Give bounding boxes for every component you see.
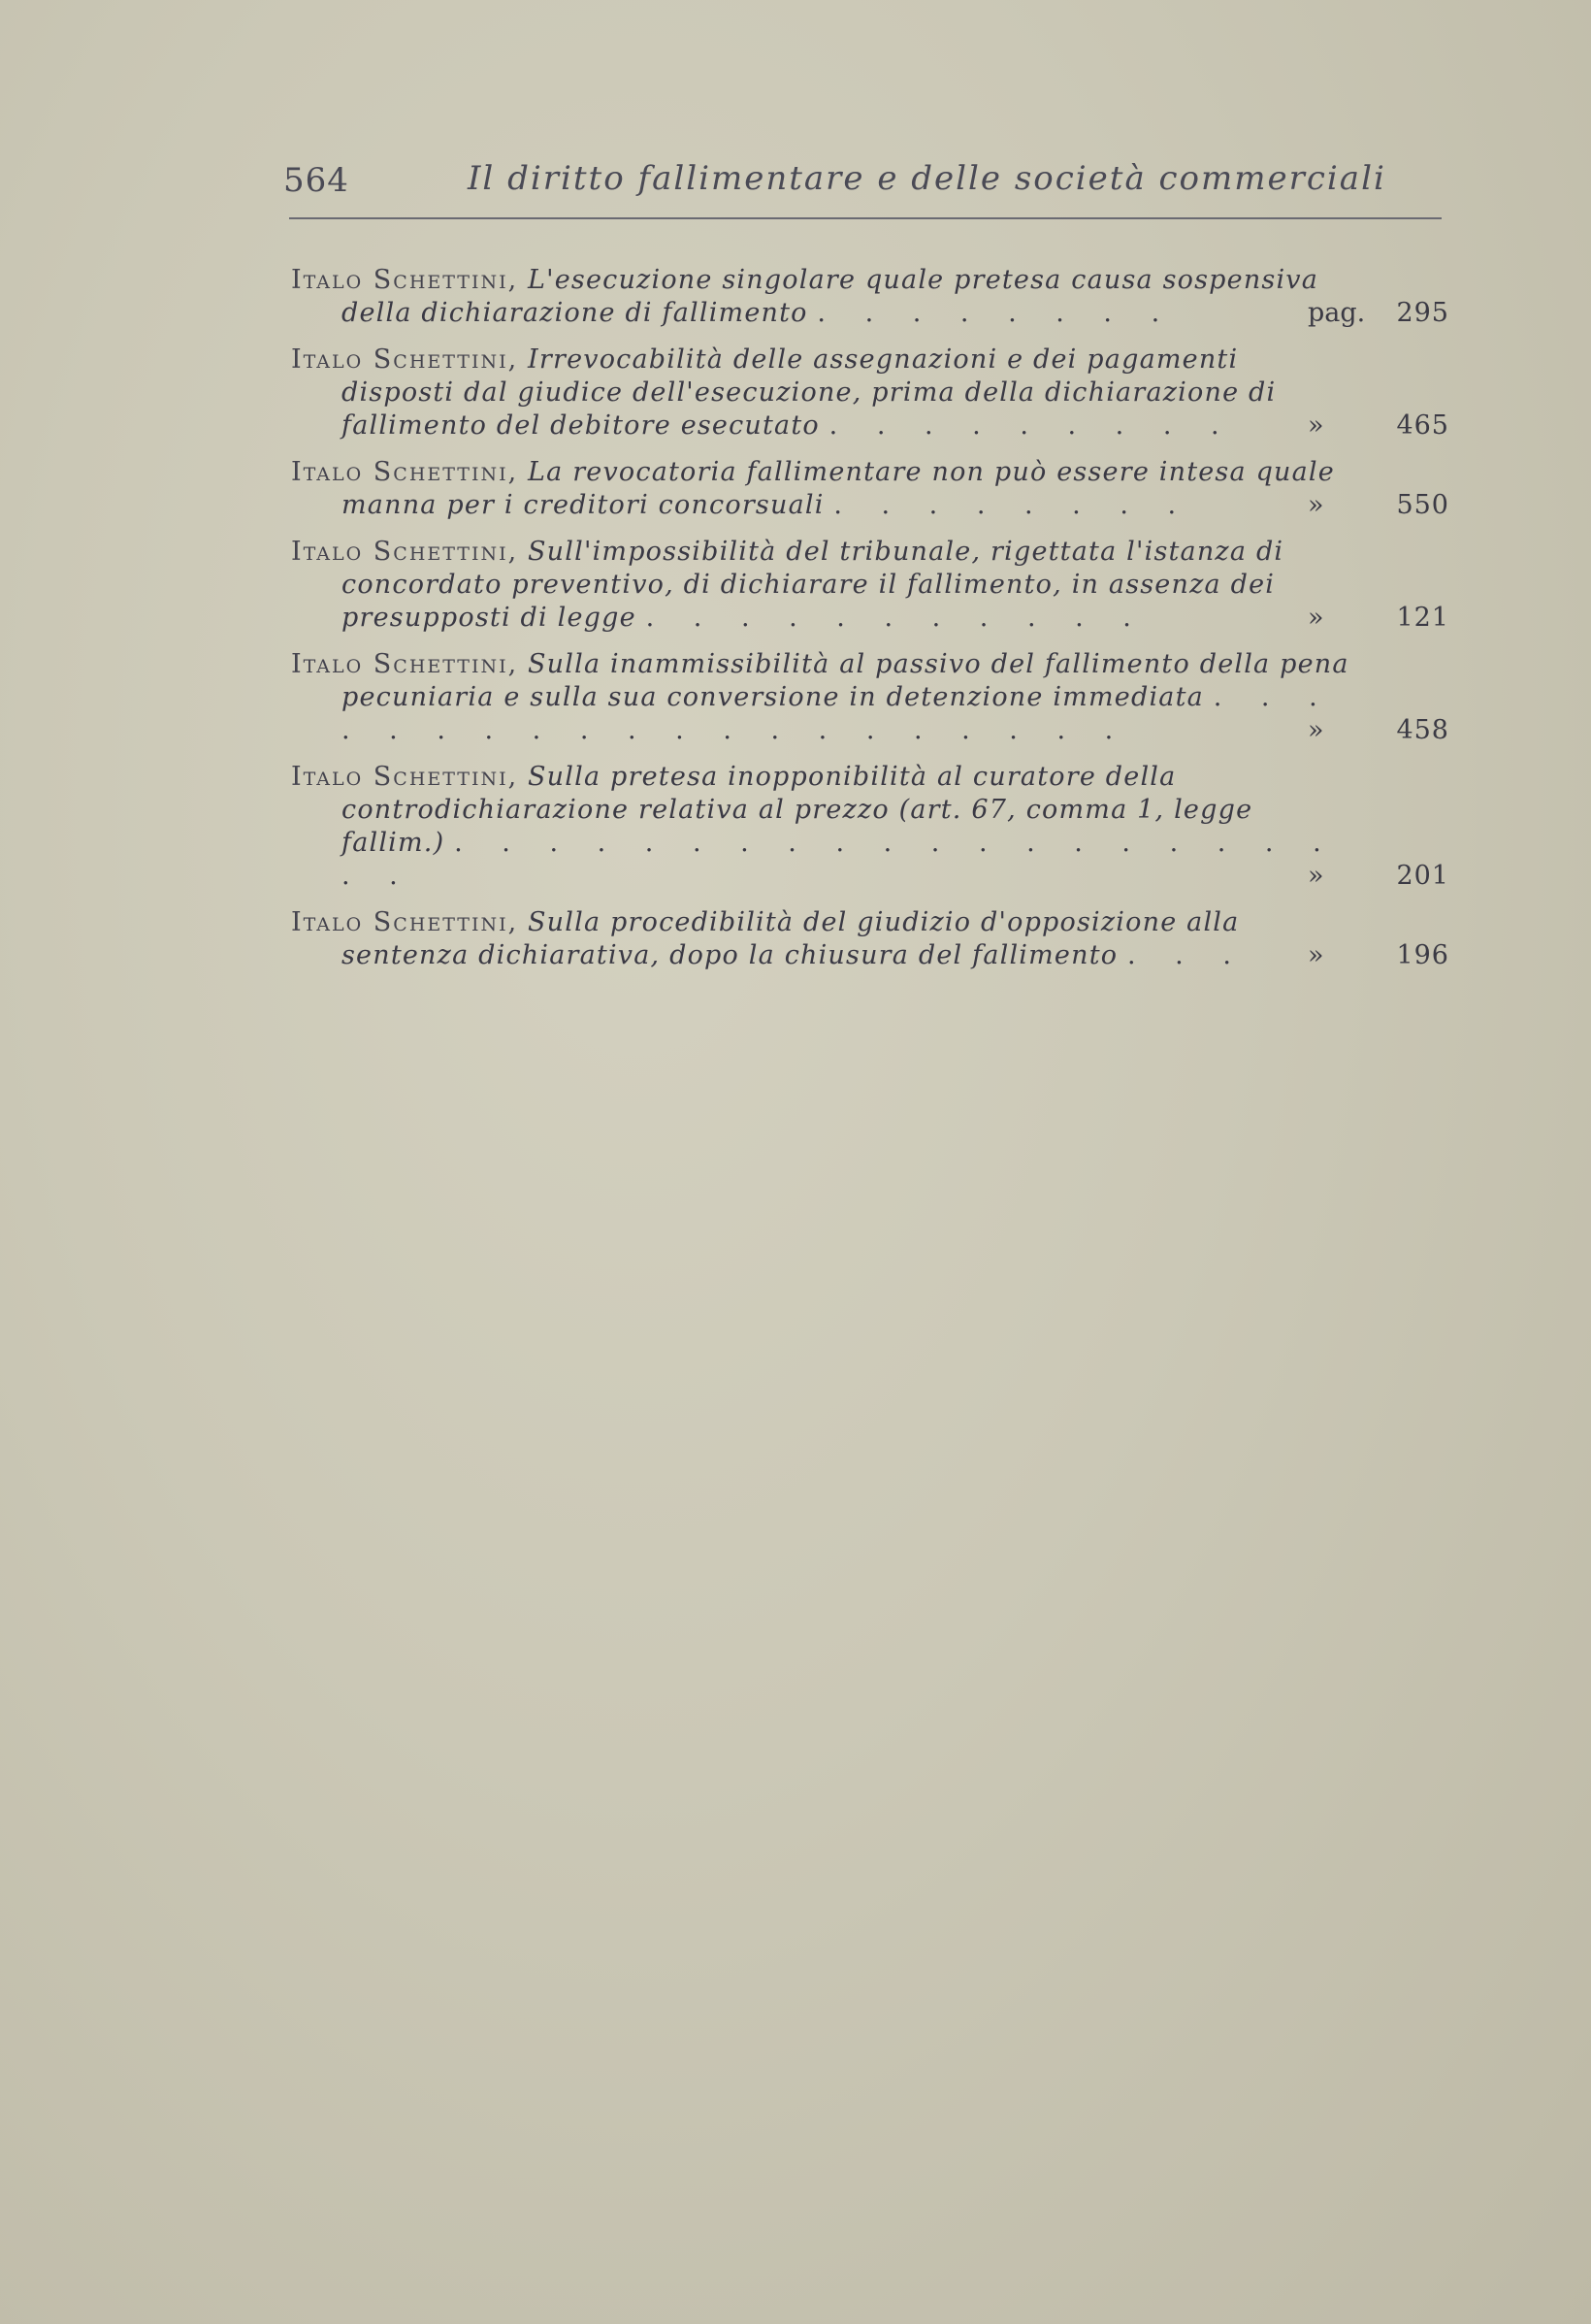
index-entry <box>291 536 1455 635</box>
entry-author: Italo Schettini, <box>291 762 519 792</box>
dot-leaders: . . . . . . . . . . . . . . . . . . . . <box>341 682 1333 745</box>
entry-author: Italo Schettini, <box>291 649 519 679</box>
page-ref-number: 196 <box>1396 940 1449 970</box>
dot-leaders: . . . . . . . . <box>833 490 1192 520</box>
page-reference <box>1300 489 1455 522</box>
entry-title: Sull'impossibilità del tribunale, rigettata l'istanza di concordato preventivo, di dichiarare il fallimento, in assenza dei presupposti di legge <box>341 537 1284 633</box>
header-rule <box>289 217 1442 219</box>
entry-title: L'esecuzione singolare quale pretesa causa sospensiva della dichiarazione di fallimento <box>341 265 1319 328</box>
index-entries <box>291 264 1455 986</box>
entry-title: Sulla pretesa inopponibilità al curatore della controdichiarazione relativa al prezzo (art. 67, comma 1, legge fallim.) <box>341 762 1253 858</box>
entry-author: Italo Schettini, <box>291 907 519 937</box>
page-ref-number: 201 <box>1396 861 1449 891</box>
index-entry <box>291 761 1455 893</box>
running-head <box>283 153 1386 212</box>
page-ref-prefix: » <box>1308 490 1324 520</box>
page-reference <box>1300 297 1455 330</box>
index-entry <box>291 264 1455 330</box>
page-ref-number: 121 <box>1396 603 1449 633</box>
page-ref-prefix: pag. <box>1308 298 1366 328</box>
entry-text <box>291 761 1350 893</box>
page-ref-prefix: » <box>1308 861 1324 891</box>
index-entry <box>291 456 1455 522</box>
entry-title: La revocatoria fallimentare non può essere intesa quale manna per i creditori concorsuali <box>341 457 1335 520</box>
page-ref-number: 465 <box>1396 410 1449 441</box>
index-entry <box>291 648 1455 747</box>
entry-text <box>291 536 1350 635</box>
entry-author: Italo Schettini, <box>291 344 519 375</box>
entry-text <box>291 456 1350 522</box>
page-reference <box>1300 714 1455 747</box>
page-ref-prefix: » <box>1308 603 1324 633</box>
entry-text <box>291 906 1350 972</box>
entry-author: Italo Schettini, <box>291 265 519 295</box>
entry-author: Italo Schettini, <box>291 537 519 567</box>
page-ref-number: 458 <box>1396 715 1449 745</box>
running-title: Il diritto fallimentare e delle società commerciali <box>468 159 1386 198</box>
dot-leaders: . . . <box>1127 940 1247 970</box>
page-ref-number: 550 <box>1396 490 1449 520</box>
page-ref-prefix: » <box>1308 940 1324 970</box>
dot-leaders: . . . . . . . . <box>817 298 1176 328</box>
dot-leaders: . . . . . . . . . . . . . . . . . . . . . <box>341 828 1337 891</box>
entry-author: Italo Schettini, <box>291 457 519 487</box>
index-entry <box>291 906 1455 972</box>
page-ref-prefix: » <box>1308 715 1324 745</box>
page-ref-number: 295 <box>1396 298 1449 328</box>
entry-title: Irrevocabilità delle assegnazioni e dei pagamenti disposti dal giudice dell'esecuzione, prima della dichiarazione di fallimento del debitore esecutato <box>341 344 1277 441</box>
page-number: 564 <box>283 161 349 200</box>
entry-text <box>291 264 1350 330</box>
page-reference <box>1300 409 1455 442</box>
page-reference <box>1300 860 1455 893</box>
entry-text <box>291 648 1350 747</box>
page-reference <box>1300 939 1455 972</box>
entry-title: Sulla procedibilità del giudizio d'opposizione alla sentenza dichiarativa, dopo la chiusura del fallimento <box>341 907 1240 970</box>
page-ref-prefix: » <box>1308 410 1324 441</box>
dot-leaders: . . . . . . . . . . . <box>645 603 1147 633</box>
dot-leaders: . . . . . . . . . <box>828 410 1235 441</box>
entry-title: Sulla inammissibilità al passivo del fallimento della pena pecuniaria e sulla sua conversione in detenzione immediata <box>341 649 1349 712</box>
page-reference <box>1300 602 1455 635</box>
entry-text <box>291 344 1350 442</box>
index-entry <box>291 344 1455 442</box>
